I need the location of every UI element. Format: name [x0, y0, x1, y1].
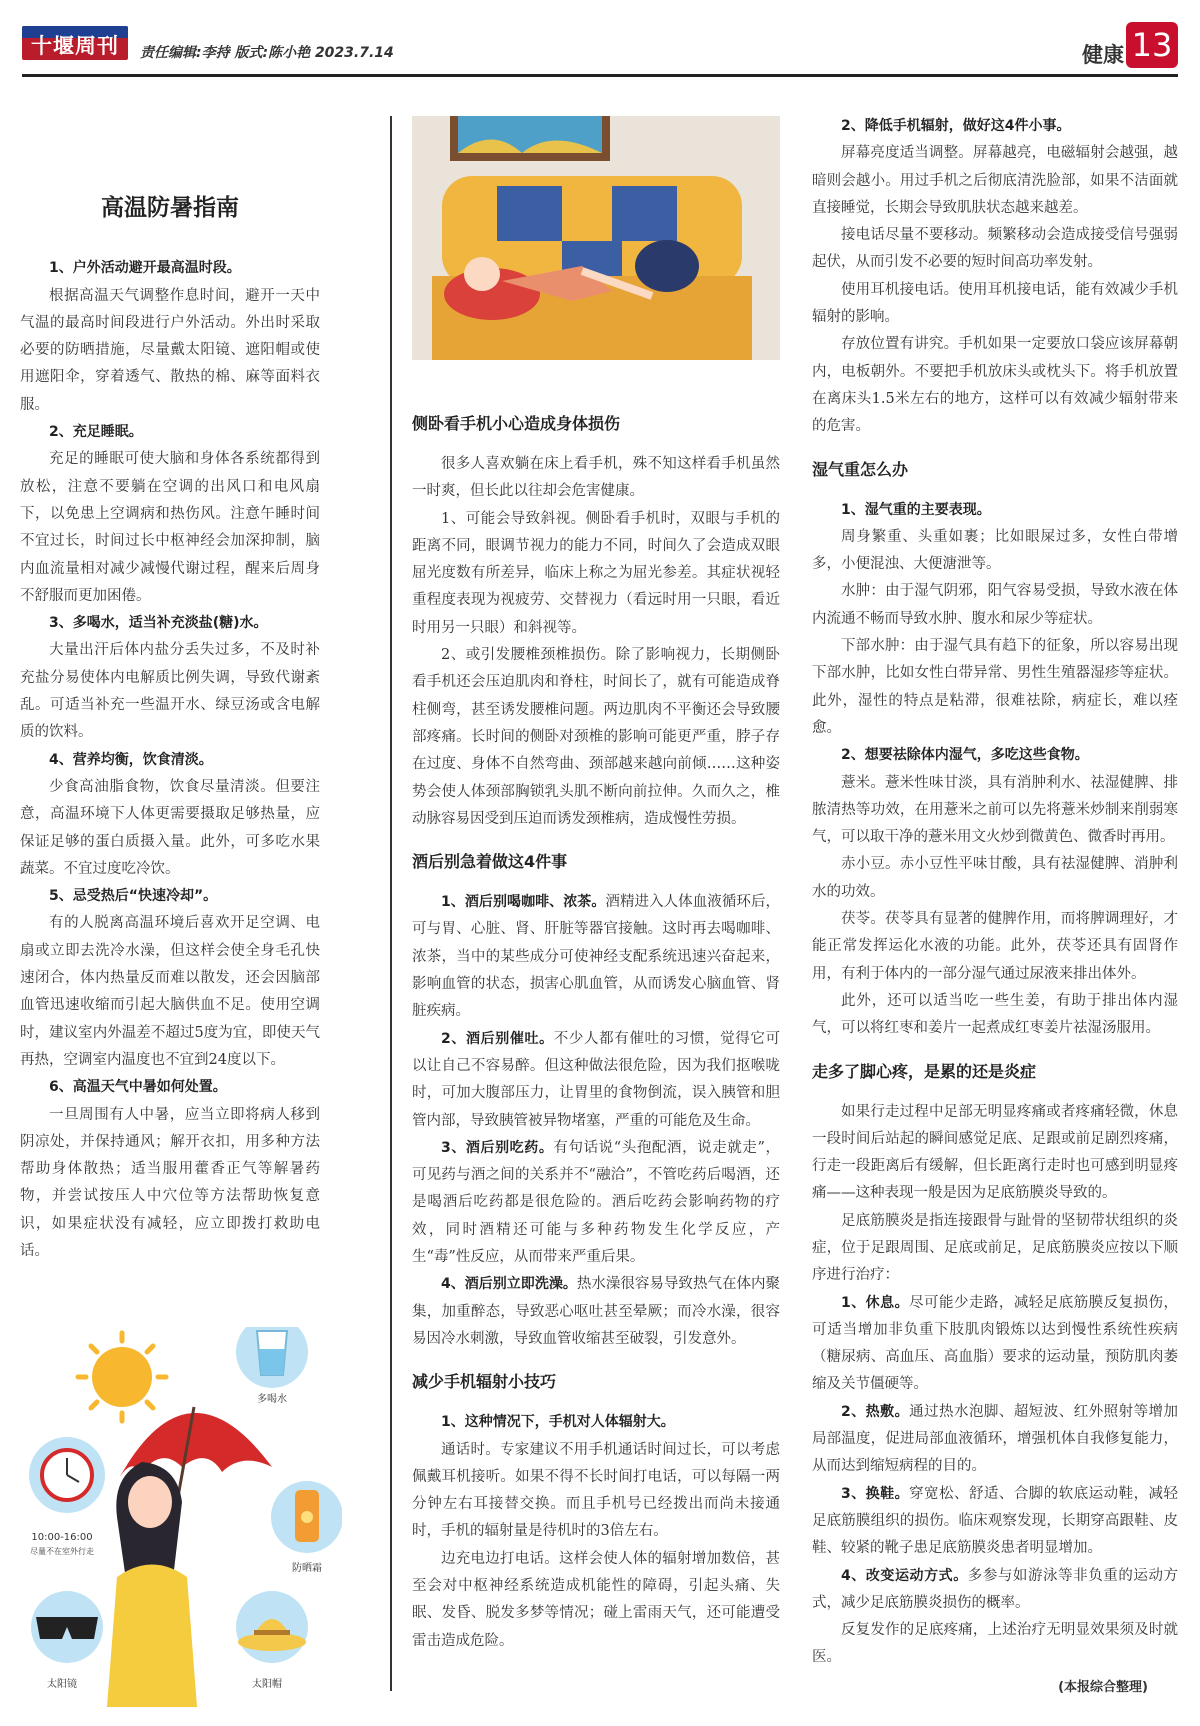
paragraph	[812, 277, 1178, 332]
paragraph-text: 根据高温天气调整作息时间，避开一天中气温的最高时间段进行户外活动。外出时采取必要的防晒措施，尽量戴太阳镜、遮阳帽或使用遮阳伞，穿着透气、散热的棉、麻等面料衣服。	[20, 287, 320, 413]
page-header	[22, 18, 1178, 72]
paragraph-text: 此外，还可以适当吃一些生姜，有助于排出体内湿气，可以将红枣和姜片一起煮成红枣姜片祛湿汤服用。	[812, 992, 1178, 1037]
paragraph-subhead: 1、休息。	[841, 1294, 910, 1311]
paragraph	[812, 222, 1178, 277]
paragraph-subhead: 4、酒后别立即洗澡。	[441, 1276, 577, 1293]
paragraph	[812, 1099, 1178, 1208]
paragraph-subhead: 2、想要祛除体内湿气，多吃这些食物。	[841, 747, 1089, 764]
column-left	[20, 194, 320, 1265]
paragraph-text: 多参与如游泳等非负重的运动方式，减少足底筋膜炎损伤的概率。	[812, 1567, 1179, 1611]
sunscreen-icon	[271, 1481, 342, 1553]
paragraph-text: 周身繁重、头重如裹；比如眼屎过多，女性白带增多，小便混浊、大便溏泄等。	[812, 528, 1178, 573]
paragraph-text: 尽可能少走路，减轻足底筋膜反复损伤，可适当增加非负重下肢肌肉锻炼以达到慢性系统性疾病（糖尿病、高血压、高血脂）要求的运动量，预防肌肉萎缩及关节僵硬等。	[812, 1294, 1178, 1393]
article-title-dampness: 湿气重怎么办	[812, 459, 909, 479]
paragraph	[812, 851, 1178, 906]
column-right	[812, 113, 1178, 1701]
paragraph-text: 有的人脱离高温环境后喜欢开足空调、电扇或立即去洗冷水澡，但这样会使全身毛孔快速闭合，体内热量反而难以散发，还会因脑部血管迅速收缩而引起大脑供血不足。使用空调时，建议室内外温差不超过5度为宜，即使天气再热，空调室内温度也不宜到24度以下。	[20, 915, 320, 1068]
article-title-phone-radiation: 减少手机辐射小技巧	[412, 1372, 557, 1392]
paragraph	[20, 1102, 320, 1266]
paragraph-subhead: 2、充足睡眠。	[49, 424, 143, 441]
paragraph	[812, 1563, 1178, 1618]
paragraph	[412, 1437, 780, 1546]
paragraph	[20, 419, 320, 446]
paragraph-subhead: 3、酒后别吃药。	[441, 1139, 554, 1156]
paragraph-text: 一旦周围有人中暑，应当立即将病人移到阴凉处，并保持通风；解开衣扣，用多种方法帮助身体散热；适当服用藿香正气等解暑药物，并尝试按压人中穴位等方法帮助恢复意识，如果症状没有减轻，应立即拨打救助电话。	[20, 1106, 320, 1259]
sun-hat-label: 太阳帽	[252, 1679, 282, 1690]
paragraph-subhead: 1、户外活动避开最高温时段。	[49, 260, 241, 277]
paragraph-text: 赤小豆。赤小豆性平味甘酸，具有祛湿健脾、消肿利水的功效。	[812, 856, 1178, 900]
paragraph-text: 接电话尽量不要移动。频繁移动会造成接受信号强弱起伏，从而引发不必要的短时间高功率发射。	[812, 227, 1178, 271]
article-body-foot-pain	[812, 1099, 1178, 1672]
paragraph-text: 大量出汗后体内盐分丢失过多，不及时补充盐分易使体内电解质比例失调，导致代谢紊乱。可适当补充一些温开水、绿豆汤或含电解质的饮料。	[20, 642, 320, 741]
paragraph	[812, 524, 1178, 579]
paragraph	[20, 446, 320, 610]
article-title-heat: 高温防暑指南	[101, 194, 239, 221]
article-body-phone-posture	[412, 451, 780, 833]
paragraph	[812, 1290, 1178, 1399]
paragraph	[412, 1026, 780, 1135]
paragraph-subhead: 1、这种情况下，手机对人体辐射大。	[441, 1414, 675, 1431]
paragraph	[412, 506, 780, 642]
paragraph-text: 热水澡很容易导致热气在体内聚集，加重醉态，导致恶心呕吐甚至晕厥；而冷水澡，很容易因冷水刺激，导致血管收缩甚至破裂，引发意外。	[412, 1276, 780, 1347]
masthead-logo	[22, 26, 128, 60]
paragraph-subhead: 1、酒后别喝咖啡、浓茶。	[441, 894, 606, 911]
paragraph-text: 薏米。薏米性味甘淡，具有消肿利水、祛湿健脾、排脓清热等功效，在用薏米之前可以先将薏米炒制来削弱寒气，可以取干净的薏米用文火炒到微黄色、微香时再用。	[812, 774, 1178, 846]
paragraph-subhead: 2、热敷。	[841, 1403, 910, 1420]
paragraph-text: 2、或引发腰椎颈椎损伤。除了影响视力，长期侧卧看手机还会压迫肌肉和脊柱，时间长了，就有可能造成脊柱侧弯，甚至诱发腰椎问题。两边肌肉不平衡还会导致腰部疼痛。长时间的侧卧对颈椎的影响可能更严重，脖子存在过度、身体不自然弯曲、颈部越来越向前倾……这种姿势会使人体颈部胸锁乳头肌不断向前拉伸。久而久之，椎动脉容易因受到压迫而诱发颈椎病，造成慢性劳损。	[412, 647, 780, 827]
section-label: 健康	[1082, 43, 1124, 67]
paragraph	[20, 883, 320, 910]
paragraph	[812, 1208, 1178, 1290]
sofa-illustration	[412, 116, 780, 360]
paragraph-subhead: 4、改变运动方式。	[841, 1567, 968, 1584]
paragraph	[20, 637, 320, 746]
article-title-phone-posture: 侧卧看手机小心造成身体损伤	[412, 414, 621, 433]
paragraph	[812, 113, 1178, 140]
article-body-dampness	[812, 497, 1178, 1043]
sun-hat-icon	[236, 1591, 308, 1663]
paragraph	[20, 283, 320, 419]
source-credit: (本报综合整理)	[1058, 1679, 1148, 1695]
paragraph-text: 边充电边打电话。这样会使人体的辐射增加数倍，甚至会对中枢神经系统造成机能性的障碍，引起头痛、失眠、发昏、脱发多梦等情况；碰上雷雨天气，还可能遭受雷击造成危险。	[412, 1550, 780, 1649]
paragraph-subhead: 3、换鞋。	[841, 1485, 910, 1502]
article-body-phone-radiation-part1	[412, 1409, 780, 1655]
masthead-title: 十堰周刊	[31, 33, 119, 58]
paragraph	[412, 1546, 780, 1655]
paragraph-text: 有句话说“头孢配酒，说走就走”，可见药与酒之间的关系并不“融洽”，不管吃药后喝酒，还是喝酒后吃药都是很危险的。酒后吃药会影响药物的疗效，同时酒精还可能与多种药物发生化学反应，产生“毒”性反应，从而带来严重后果。	[412, 1139, 780, 1266]
paragraph	[812, 1617, 1178, 1672]
paragraph	[20, 610, 320, 637]
paragraph	[812, 1399, 1178, 1481]
paragraph	[812, 742, 1178, 769]
clock-time-label: 10:00-16:00	[31, 1532, 93, 1543]
paragraph	[812, 988, 1178, 1043]
paragraph	[20, 910, 320, 1074]
paragraph	[812, 770, 1178, 852]
paragraph-text: 屏幕亮度适当调整。屏幕越亮，电磁辐射会越强，越暗则会越小。用过手机之后彻底清洗脸部，如果不洁面就直接睡觉，长期会导致肌肤状态越来越差。	[812, 145, 1178, 216]
header-rule	[22, 74, 1178, 77]
paragraph	[812, 331, 1178, 440]
paragraph-subhead: 1、湿气重的主要表现。	[841, 501, 991, 518]
paragraph	[812, 906, 1178, 988]
paragraph-text: 少食高油脂食物，饮食尽量清淡。但要注意，高温环境下人体更需要摄取足够热量，应保证足够的蛋白质摄入量。此外，可多吃水果蔬菜。不宜过度吃冷饮。	[20, 778, 320, 877]
article-body-phone-radiation-part2	[812, 113, 1178, 441]
paragraph	[812, 633, 1178, 742]
paragraph-text: 存放位置有讲究。手机如果一定要放口袋应该屏幕朝内，电板朝外。不要把手机放床头或枕头下。将手机放置在离床头1.5米左右的地方，这样可以有效减少辐射带来的危害。	[812, 336, 1178, 435]
paragraph-text: 穿宽松、舒适、合脚的软底运动鞋，减轻足底筋膜组织的损伤。临床观察发现，长期穿高跟鞋、皮鞋、较紧的靴子患足底筋膜炎患者明显增加。	[812, 1485, 1178, 1557]
paragraph-subhead: 3、多喝水，适当补充淡盐(糖)水。	[49, 615, 268, 632]
paragraph-text: 足底筋膜炎是指连接跟骨与趾骨的坚韧带状组织的炎症，位于足跟周围、足底或前足，足底筋膜炎应按以下顺序进行治疗：	[812, 1212, 1178, 1284]
article-body-heat	[20, 255, 320, 1265]
paragraph	[412, 451, 780, 506]
sunglasses-label: 太阳镜	[47, 1679, 77, 1690]
paragraph	[412, 642, 780, 833]
article-body-after-drinking	[412, 889, 780, 1353]
paragraph	[412, 1271, 780, 1353]
water-glass-icon	[236, 1327, 308, 1388]
paragraph-subhead: 2、酒后别催吐。	[441, 1030, 554, 1047]
paragraph	[412, 1135, 780, 1271]
paragraph	[20, 1074, 320, 1101]
paragraph	[412, 1409, 780, 1436]
paragraph	[812, 140, 1178, 222]
column-divider	[390, 116, 392, 1691]
woman-figure	[107, 1462, 197, 1707]
clock-note-label: 尽量不在室外行走	[30, 1547, 94, 1556]
paragraph	[20, 774, 320, 883]
water-label: 多喝水	[257, 1394, 287, 1405]
article-title-foot-pain: 走多了脚心疼，是累的还是炎症	[812, 1061, 1037, 1081]
sunglasses-icon	[31, 1591, 103, 1663]
paragraph-subhead: 5、忌受热后“快速冷却”。	[49, 888, 218, 905]
paragraph-text: 下部水肿：由于湿气具有趋下的征象，所以容易出现下部水肿，比如女性白带异常、男性生殖器湿疹等症状。此外，湿性的特点是粘滞，很难祛除，病症长，难以痊愈。	[812, 638, 1178, 736]
paragraph-text: 1、可能会导致斜视。侧卧看手机时，双眼与手机的距离不同，眼调节视力的能力不同，时间久了会造成双眼屈光度数有所差异，临床上称之为屈光参差。其症状视轻重程度表现为视疲劳、交替视力（看远时用一只眼，看近时用另一只眼）和斜视等。	[412, 510, 780, 636]
article-title-after-drinking: 酒后别急着做这4件事	[412, 852, 568, 872]
paragraph	[20, 747, 320, 774]
paragraph	[20, 255, 320, 282]
paragraph-text: 通话时。专家建议不用手机通话时间过长，可以考虑佩戴耳机接听。如果不得不长时间打电话，可以每隔一两分钟左右耳接替交换。而且手机号已经拨出而尚未接通时，手机的辐射量是待机时的3倍左右。	[412, 1441, 780, 1540]
paragraph-text: 很多人喜欢躺在床上看手机，殊不知这样看手机虽然一时爽，但长此以往却会危害健康。	[412, 456, 780, 500]
paragraph-text: 酒精进入人体血液循环后，可与胃、心脏、肾、肝脏等器官接触。这时再去喝咖啡、浓茶，当中的某些成分可使神经支配系统迅速兴奋起来，影响血管的状态，损害心肌血管，从而诱发心脑血管、肾脏疾病。	[412, 894, 781, 1020]
paragraph	[412, 889, 780, 1025]
paragraph-text: 充足的睡眠可使大脑和身体各系统都得到放松，注意不要躺在空调的出风口和电风扇下，以免患上空调病和热伤风。注意午睡时间不宜过长，时间过长中枢神经会加深抑制，脑内血流量相对减少减慢代谢过程，醒来后周身不舒服而更加困倦。	[20, 451, 320, 604]
paragraph	[812, 1481, 1178, 1563]
paragraph-subhead: 2、降低手机辐射，做好这4件小事。	[841, 118, 1071, 134]
paragraph-text: 不少人都有催吐的习惯，觉得它可以让自己不容易醉。但这种做法很危险，因为我们抠喉咙时，可加大腹部压力，让胃里的食物倒流，误入胰管和胆管内部，导致胰管被异物堵塞，严重的可能危及生命。	[412, 1030, 780, 1129]
paragraph-text: 如果行走过程中足部无明显疼痛或者疼痛轻微，休息一段时间后站起的瞬间感觉足底、足跟或前足剧烈疼痛，行走一段距离后有缓解，但长距离行走时也可感到明显疼痛——这种表现一般是因为足底筋膜炎导致的。	[812, 1103, 1178, 1202]
paragraph	[812, 578, 1178, 633]
sunscreen-label: 防晒霜	[292, 1563, 322, 1574]
editor-credits: 责任编辑:李持 版式:陈小艳 2023.7.14	[140, 45, 394, 61]
sun-icon	[78, 1333, 166, 1421]
paragraph-subhead: 6、高温天气中暑如何处置。	[49, 1079, 227, 1096]
paragraph	[812, 497, 1178, 524]
summer-tips-illustration	[22, 1327, 342, 1707]
paragraph-text: 使用耳机接电话。使用耳机接电话，能有效减少手机辐射的影响。	[812, 281, 1178, 326]
paragraph-text: 通过热水泡脚、超短波、红外照射等增加局部温度，促进局部血液循环，增强机体自我修复能力，从而达到缩短病程的目的。	[812, 1403, 1178, 1475]
paragraph-text: 水肿：由于湿气阴邪，阳气容易受损，导致水液在体内流通不畅而导致水肿、腹水和尿少等症状。	[812, 583, 1178, 627]
clock-icon	[29, 1437, 105, 1513]
paragraph-text: 反复发作的足底疼痛，上述治疗无明显效果须及时就医。	[812, 1622, 1178, 1666]
paragraph-text: 茯苓。茯苓具有显著的健脾作用，而将脾调理好，才能正常发挥运化水液的功能。此外，茯苓还具有固肾作用，有利于体内的一部分湿气通过尿液来排出体外。	[812, 911, 1178, 982]
column-middle	[412, 395, 780, 1655]
page-number-badge: 13	[1126, 22, 1178, 68]
paragraph-subhead: 4、营养均衡，饮食清淡。	[49, 751, 213, 768]
